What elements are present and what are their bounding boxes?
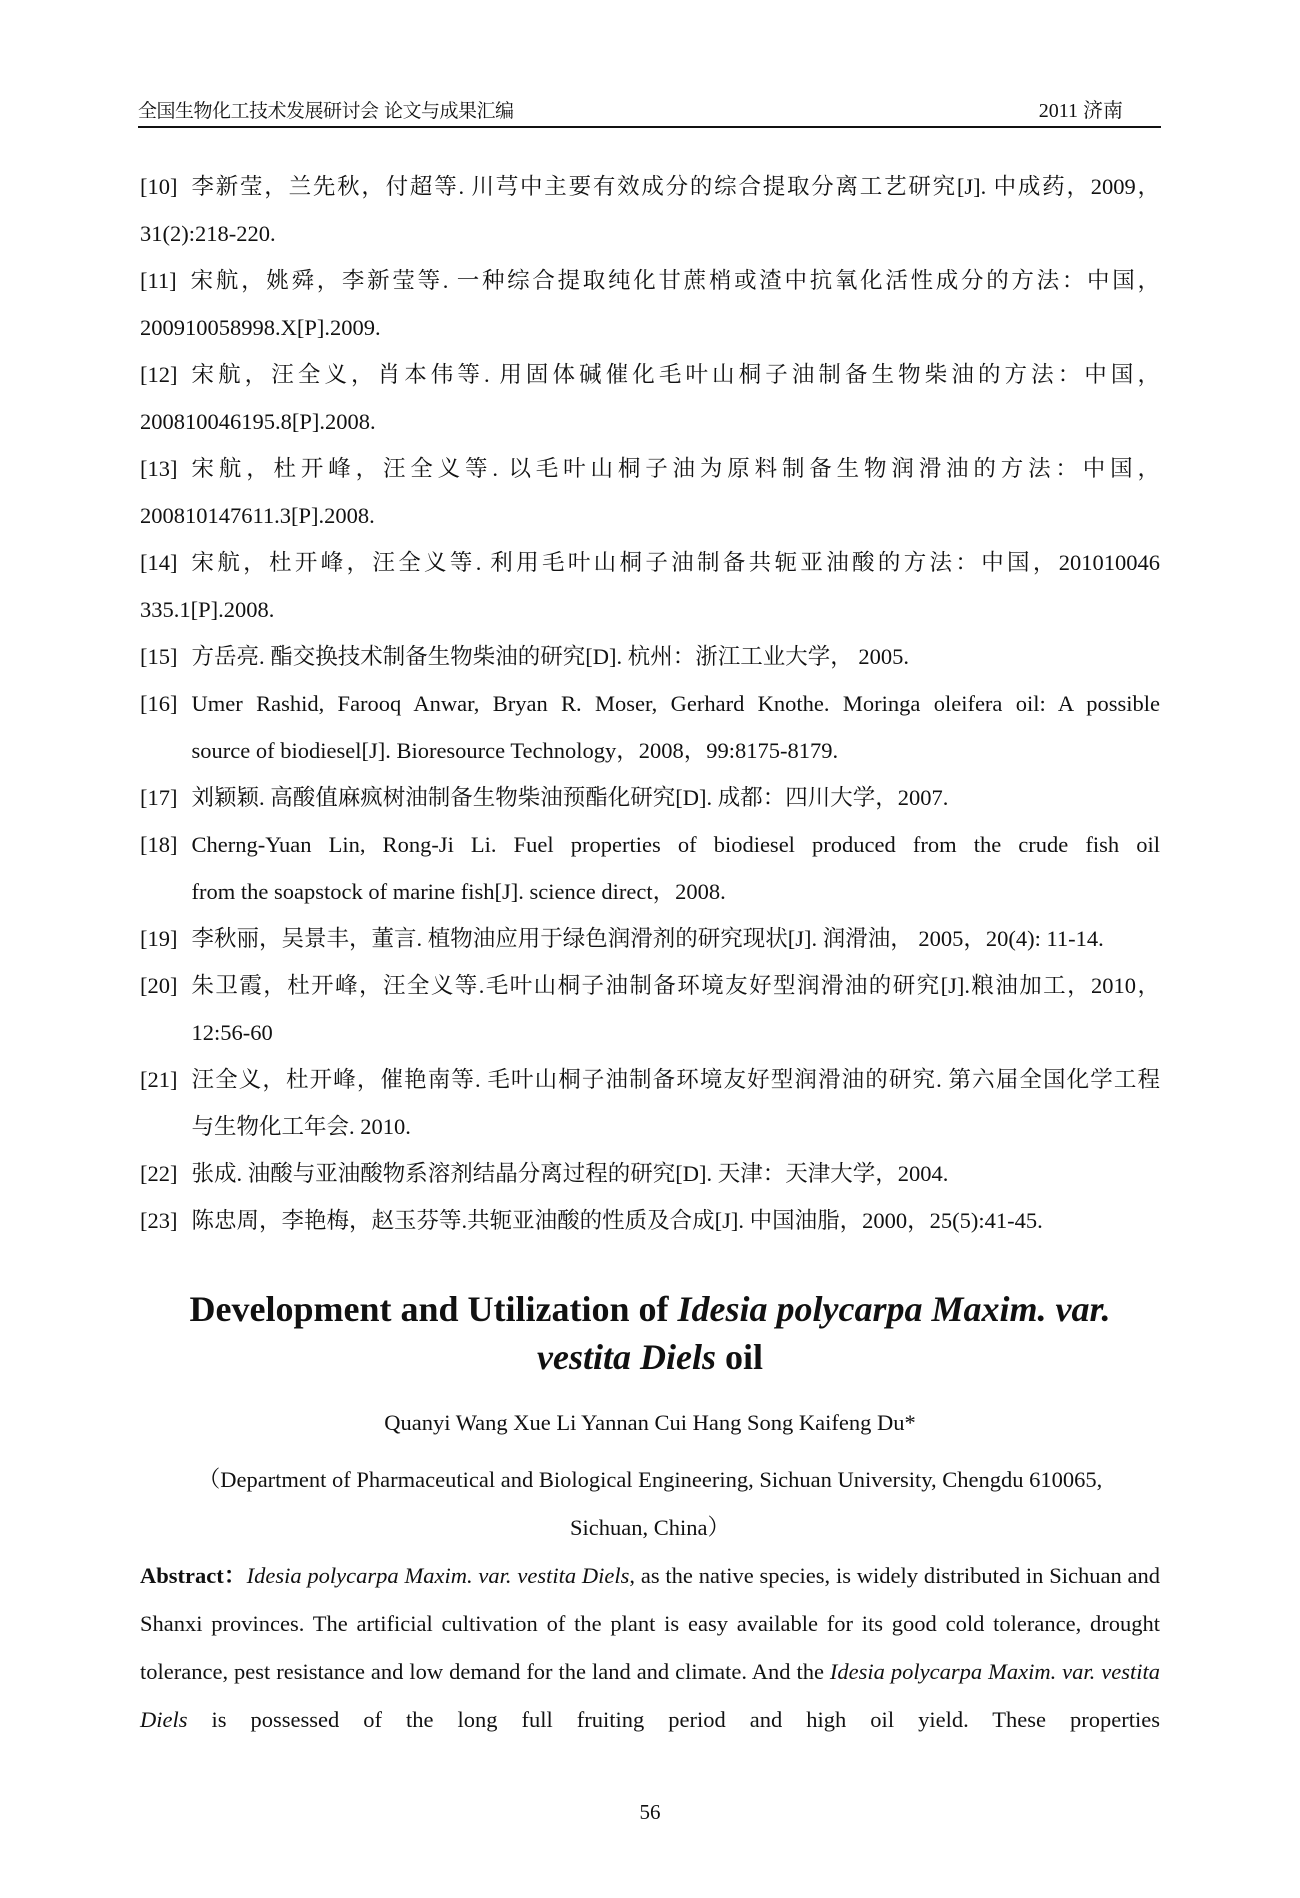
reference-number: [15] xyxy=(140,644,178,669)
reference-text-continued: 200810147611.3[P].2008. xyxy=(140,503,375,528)
reference-item xyxy=(140,1068,1160,1139)
title-part-1: Development and Utilization of xyxy=(189,1289,678,1329)
reference-number: [10] xyxy=(140,174,178,199)
reference-list xyxy=(140,175,1160,1256)
reference-text-continued: 与生物化工年会. 2010. xyxy=(191,1114,411,1139)
reference-text-continued: from the soapstock of marine fish[J]. science direct，2008. xyxy=(191,879,726,904)
reference-body xyxy=(140,456,1161,528)
abstract-label: Abstract： xyxy=(140,1563,247,1588)
affiliation-line-1: （Department of Pharmaceutical and Biological Engineering, Sichuan University, Chengdu 610065, xyxy=(197,1467,1103,1492)
reference-number: [14] xyxy=(140,550,178,575)
reference-number: [18] xyxy=(140,832,178,857)
reference-item xyxy=(140,833,1160,904)
reference-item xyxy=(140,1162,1160,1186)
running-header xyxy=(138,96,1161,128)
reference-body xyxy=(192,786,1161,810)
reference-text-continued: 12:56-60 xyxy=(191,1020,273,1045)
abstract-text-1: , as the native species, is widely distributed in Sichuan and Shanxi provinces. The artificial cultivation of the plant is easy available for its good cold tolerance, drought tolerance, pest resistance and low demand for the land and climate. And the xyxy=(140,1563,1161,1684)
reference-body xyxy=(192,974,1161,1045)
reference-text: Cherng-Yuan Lin, Rong-Ji Li. Fuel properties of biodiesel produced from the crude fish oil xyxy=(191,832,1160,857)
reference-number: [20] xyxy=(140,973,178,998)
reference-text: Umer Rashid, Farooq Anwar, Bryan R. Moser, Gerhard Knothe. Moringa oleifera oil: A possible xyxy=(191,691,1160,716)
reference-body xyxy=(192,1068,1161,1139)
title-part-3: vestita Diels xyxy=(537,1337,716,1377)
header-year-location: 2011 济南 xyxy=(1038,100,1123,122)
reference-item xyxy=(140,974,1160,1045)
reference-item xyxy=(140,786,1160,810)
abstract-species-2: Idesia polycarpa Maxim. var. vestita Diels xyxy=(140,1659,1160,1732)
author-list: Quanyi Wang Xue Li Yannan Cui Hang Song Kaifeng Du* xyxy=(384,1410,916,1435)
reference-text: 陈忠周，李艳梅，赵玉芬等.共轭亚油酸的性质及合成[J]. 中国油脂，2000，25(5):41-45. xyxy=(191,1208,1043,1233)
affiliation xyxy=(140,1456,1160,1552)
reference-text-continued: source of biodiesel[J]. Bioresource Technology，2008，99:8175-8179. xyxy=(191,738,839,763)
reference-text-continued: 31(2):218-220. xyxy=(140,221,276,246)
reference-text: 张成. 油酸与亚油酸物系溶剂结晶分离过程的研究[D]. 天津：天津大学，2004. xyxy=(191,1161,949,1186)
reference-body xyxy=(192,1162,1161,1186)
reference-item xyxy=(140,551,1160,622)
reference-text-continued: 200810046195.8[P].2008. xyxy=(140,409,376,434)
paper-title xyxy=(140,1285,1160,1381)
abstract-species: Idesia polycarpa Maxim. var. vestita Diels xyxy=(246,1563,630,1588)
reference-text: 刘颖颖. 高酸值麻疯树油制备生物柴油预酯化研究[D]. 成都：四川大学，2007. xyxy=(191,785,949,810)
reference-text: 方岳亮. 酯交换技术制备生物柴油的研究[D]. 杭州：浙江工业大学， 2005. xyxy=(191,644,909,669)
reference-number: [11] xyxy=(140,268,177,293)
reference-number: [12] xyxy=(140,362,178,387)
reference-number: [22] xyxy=(140,1161,178,1186)
reference-text: 宋航，汪全义，肖本伟等. 用固体碱催化毛叶山桐子油制备生物柴油的方法：中国， xyxy=(191,362,1160,387)
affiliation-line-2: Sichuan, China） xyxy=(570,1515,730,1540)
reference-text-continued: 200910058998.X[P].2009. xyxy=(140,315,381,340)
reference-text: 李秋丽，吴景丰，董言. 植物油应用于绿色润滑剂的研究现状[J]. 润滑油， 2005，20(4): 11-14. xyxy=(191,926,1104,951)
reference-body xyxy=(192,833,1161,904)
reference-item xyxy=(140,1209,1160,1233)
reference-number: [13] xyxy=(140,456,178,481)
title-part-2: Idesia polycarpa Maxim. var. xyxy=(677,1289,1111,1329)
reference-text: 宋航，姚舜，李新莹等. 一种综合提取纯化甘蔗梢或渣中抗氧化活性成分的方法：中国， xyxy=(190,268,1160,293)
reference-text: 汪全义，杜开峰，催艳南等. 毛叶山桐子油制备环境友好型润滑油的研究. 第六届全国化学工程 xyxy=(191,1067,1160,1092)
reference-number: [21] xyxy=(140,1067,178,1092)
reference-body xyxy=(192,1209,1161,1233)
abstract xyxy=(140,1552,1160,1744)
reference-number: [19] xyxy=(140,926,178,951)
reference-item xyxy=(140,927,1160,951)
abstract-text-2: is possessed of the long full fruiting period and high oil yield. These properties xyxy=(187,1707,1160,1732)
reference-item xyxy=(140,269,1160,340)
header-proceedings-title: 全国生物化工技术发展研讨会 论文与成果汇编 xyxy=(138,100,514,122)
reference-body xyxy=(192,927,1161,951)
reference-item xyxy=(140,645,1160,669)
page-number: 56 xyxy=(639,1800,661,1824)
reference-item xyxy=(140,457,1160,528)
reference-item xyxy=(140,363,1160,434)
reference-body xyxy=(192,645,1161,669)
reference-number: [17] xyxy=(140,785,178,810)
reference-item xyxy=(140,175,1160,246)
reference-number: [16] xyxy=(140,691,178,716)
reference-text: 宋航，杜开峰，汪全义等. 利用毛叶山桐子油制备共轭亚油酸的方法：中国，201010046 xyxy=(191,550,1160,575)
title-part-4: oil xyxy=(715,1337,763,1377)
reference-item xyxy=(140,692,1160,763)
reference-text: 朱卫霞，杜开峰，汪全义等.毛叶山桐子油制备环境友好型润滑油的研究[J].粮油加工，2010， xyxy=(191,973,1160,998)
reference-body xyxy=(192,692,1161,763)
reference-number: [23] xyxy=(140,1208,178,1233)
reference-text: 宋航，杜开峰，汪全义等. 以毛叶山桐子油为原料制备生物润滑油的方法：中国， xyxy=(191,456,1160,481)
reference-text: 李新莹，兰先秋，付超等. 川芎中主要有效成分的综合提取分离工艺研究[J]. 中成药，2009， xyxy=(191,174,1160,199)
reference-text-continued: 335.1[P].2008. xyxy=(140,597,275,622)
